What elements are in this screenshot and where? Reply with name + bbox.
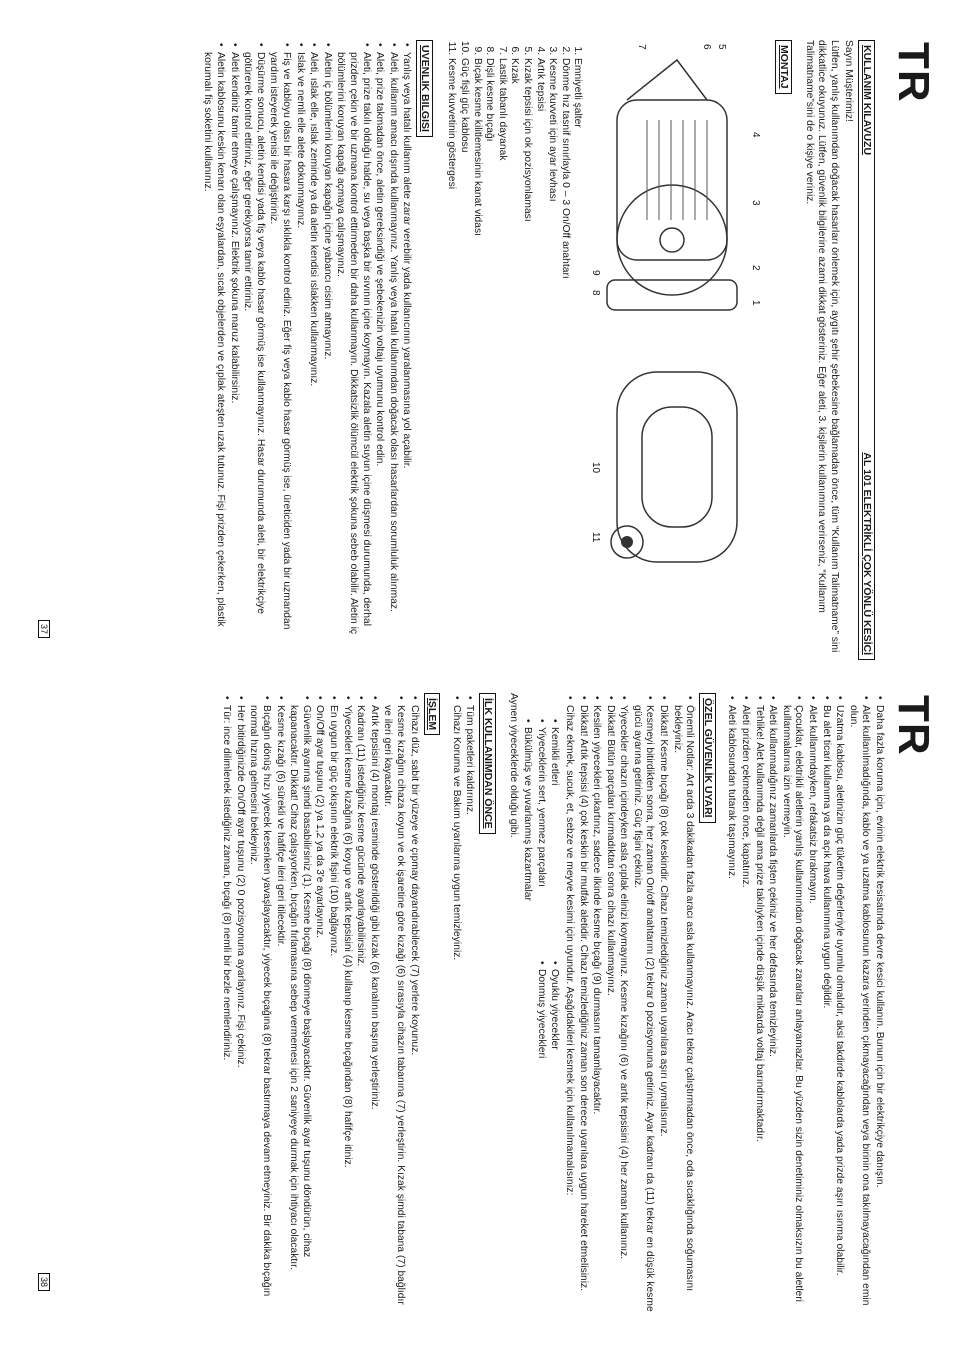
list-item: • Aletin kablosunu keskin kenarı olan eşyalardan, sıcak objelerden ve çıplak ateşten uzak tutunuz. Fişi prizden çekerken, plastik korumalı fiş soketini kullanınız.: [201, 52, 226, 660]
list-item: • Fiş ve kabloyu olası bir hasara karşı sıklıkla kontrol ediniz. Eğer fiş veya kablo hasar görmüş ise, üreticiden yada bir uzmandan yardım isteyerek yenisi ile değiştiriniz.: [267, 52, 292, 660]
manual-header-left: KULLANIM KILAVUZU: [861, 45, 873, 156]
page-number: 38: [38, 1273, 50, 1291]
list-item: • On/Off ayar tuşunu (2) ya 1,2 ya da 3'e ayarlayınız.: [313, 705, 326, 1313]
callout-1: 1: [750, 300, 762, 306]
page-number: 37: [38, 620, 50, 638]
page-38-content: [219, 693, 885, 1313]
list-item: • Yiyeceklerin sert, yenmez parçaları: [534, 719, 547, 901]
list-item: • Cihazı Koruma ve Bakım uyarılarına uygun temizleyiniz.: [449, 705, 462, 1313]
list-item: • Aleti prizden çekmeden önce, kapatınız.: [738, 705, 751, 1313]
callout-4: 4: [750, 132, 762, 138]
list-item: • Kesme kızağı (6) sürekli ve hafifçe ileri geri itilecektir.: [273, 705, 286, 1313]
callout-8: 8: [590, 290, 602, 296]
list-item: • Dikkat! Kesme bıçağı (8) çok keskindir. Cihazı temizlediğiniz zaman uyarılara aşırı uymalısınız.: [657, 705, 670, 1313]
list-item: • Daha fazla koruma için, evinin elektrik tesisatında devre kesici kullanın. Bunun için bir elektrikçiye danışın.: [872, 705, 885, 1313]
list-item: • Aletin iç bölümlerini koruyan kapağın içine yabancı cisim atmayınız.: [320, 52, 333, 660]
device-figure: [587, 40, 767, 660]
list-item: 8. Dişli kesme bıçağı: [483, 58, 496, 660]
list-item: • Aleti kablosundan tutarak taşımayınız.: [725, 705, 738, 1313]
list-item: • Cihaz ekmek, sucuk, et, sebze ve meyve kesimi için uyundur. Aşağıdakileri kesmek için kullanılmamalısınız:: [562, 705, 575, 1313]
list-item: • Artık tepsisini (4) montaj resminde gösterildiği gibi kızak (6) kanalının başına yerleştiriniz.: [367, 705, 380, 1313]
list-item: • Aleti, prize takılı olduğu halde, su veya başka bir sıvının içine koymayın. Kazala aletin suyun içine düşmesi durumunda, derhal prizden çekin ve bir uzmana kontrol ettirmeden bir daha kullanmayın. Dikkatsizlik ölümcül elektrik şokuna sebeb olabilir. Aletin iç bölümlerini koruyan kapağı açmaya çalışmayınız.: [334, 52, 372, 660]
list-item: 11. Kesme kuvvetinin göstergesi: [445, 58, 458, 660]
slicer-front-illustration: [587, 352, 767, 582]
list-item: 10. Güç fişli güç kablosu: [458, 58, 471, 660]
list-item: • Aleti, prize takmadan önce, aletin gereksindiği ve şebekenizin voltajı uyumunu kontrol edin.: [373, 52, 386, 660]
manual-header-right: AL 101 ELEKTRİKLİ ÇOK YÖNLÜ KESİCİ: [861, 452, 873, 655]
list-item: • Bıçağın dönüş hızı yiyecek kesenken yavaşlayacaktır, yiyecek bıçağına (8) tekrar bastırmaya devam etmeyiniz. Bir dakika bıçağın normal hızına gelmesini bekleyiniz.: [247, 705, 272, 1313]
callout-10: 10: [590, 462, 602, 474]
list-item: • Önemli Notlar: Art arda 3 dakikadan fazla aracı asla kullanmayınız. Aracı tekrar çalıştırmadan önce, oda sıcaklığında soğumasını bekleyiniz.: [670, 705, 695, 1313]
list-item: • Güvenlik ayarına şimdi basabilirsiniz (1). Kesme bıçağı (8) dönmeye başlayacaktır. Güvenlik ayar tuşunu döndürün, cihaz kapanacaktır. Dikkat! Cihaz çalışıyorken, bıçağın fırlamasına sebep vermemesi için 2 saniyeye durmak için ihtiyacı olacaktır.: [287, 705, 312, 1313]
list-item: • Kesmeyi bitirdikten sonra, her zaman On/off anahtarını (2) tekrar 0 pozisyonuna getiriniz. Ayar kadranı da (11) tekrar en düşük kesme gücü ayarına getiriniz. Güç fişini çekiniz.: [630, 705, 655, 1313]
slicer-side-view: [587, 40, 767, 340]
list-item: • Kesilen yiyecekleri çıkartınız, sadece ilkinde kesme bıçağı (9) durmasını tamamlayacaktır.: [590, 705, 603, 1313]
list-item: • Yiyecekler cihazın içindeyken asla çıplak elinizi koymayınız. Kesme kızağını (6) ve artık tepsisini (4) her zaman kullanınız.: [617, 705, 630, 1313]
list-item: 5. Kızak tepsisi için ok pozisyonlaması: [520, 58, 533, 660]
not-suitable-note: Aynen yiyeceklerde olduğu gibi.: [507, 693, 519, 838]
islem-title: İŞLEM: [424, 693, 441, 735]
page-37: [25, 40, 938, 660]
callout-7: 7: [636, 44, 648, 50]
ilk-list: [449, 693, 475, 1313]
slicer-front-view: [587, 352, 767, 582]
list-item: 3. Kesme kuvveti için ayar levhası: [546, 58, 559, 660]
list-item: • Alet kullanımdayken, refakatsiz bırakmayın.: [805, 705, 818, 1313]
not-suitable-list: [521, 693, 561, 1313]
list-item: 2. Dönme hız tasnif sınırlayla 0 – 3 On/Off anahtarı: [558, 58, 571, 660]
language-tag: TR: [889, 42, 938, 103]
callout-6: 6: [701, 44, 713, 50]
ilk-title: İLK KULLANIMDAN ÖNCE: [479, 693, 496, 834]
list-item: • Kadranı (11) istediğiniz kesme gücünde ayarlayabilirsiniz.: [354, 705, 367, 1313]
list-item: 9. Bıçak kesme kilitlemesinin kanat vidası: [470, 58, 483, 660]
callout-11: 11: [590, 532, 602, 543]
list-item: • Çocuklar, elektrikli aletlerin yanlış kullanımından doğacak zararları anlayamazlar. Bu yüzden sizin denetiminiz olmaksızın bu aletleri kullanmalarına izin vermeyin.: [779, 705, 804, 1313]
callout-3: 3: [750, 200, 762, 206]
list-item: • Aleti, ıslak elle, ıslak zeminde ya da aletin kendisi ıslakken kullanmayınız.: [307, 52, 320, 660]
guvenlik-list: [201, 40, 413, 660]
page-38: [25, 693, 938, 1313]
list-item: • Dikkat! Artık tepsisi (4) çok keskin bir mutfak aletidir. Cihazı temizlediğiniz zaman son derece uyarılara uygun hareket etmelisiniz.: [576, 705, 589, 1313]
greeting: Sayın Müşterimiz!: [843, 40, 855, 122]
list-item: • Dikkat! Bütün parçaları kurmadıktan sonra cihazı kullanmayınız.: [603, 705, 616, 1313]
list-item: 1. Emniyetli şalter: [571, 58, 584, 660]
list-item: • Islak ve nemli elle alete dokunmayınız.: [293, 52, 306, 660]
montaj-title: MONTAJ: [775, 40, 792, 94]
guvenlik-title: UVENLIK BILGISI: [416, 40, 433, 137]
callout-5: 5: [716, 44, 728, 50]
callout-9: 9: [590, 270, 602, 276]
list-item: • Tüm paketleri kaldırınız.: [463, 705, 476, 1313]
not-suitable-right: [521, 961, 561, 1058]
safety-continued-list: [725, 693, 885, 1313]
list-item: • Yiyecekleri kesme kızağına (6) koyup ve artık tepsisini (4) kullanıp kesme bıçağından (8) hafifçe itiniz.: [340, 705, 353, 1313]
list-item: • Yanlış veya hatalı kullanım alete zarar verebilir yada kullanıcının yaralanmasına yol açabilir.: [400, 52, 413, 660]
ozel-title: ÖZEL GÜVENLİK UYARI: [699, 693, 716, 823]
page-37-content: [200, 40, 881, 660]
list-item: • Aleti kendiniz tamir etmeye çalışmayınız. Elektrik şokuna maruz kalabilirsiniz.: [227, 52, 240, 660]
list-item: • Kesme kızağını cihaza koyun ve ok işaretine göre kızağı (6) sırasıyla cihazın tabanına (7) yerleştirin. Kızak şimdi tabana (7) bağlıdır ve ileri geri kayacaktır.: [381, 705, 406, 1313]
list-item: • Alet kullanılmadığında, kablo ve ya uzatma kablosunun kazara yerinden çıkmayacağından veya birinin ona takılmayacağından emin olun.: [846, 705, 871, 1313]
language-tag: TR: [889, 695, 938, 756]
list-item: • Tehlike! Alet kullanımda değil ama prize takılıyken içinde düşük miktarda voltaj barındırmaktadır.: [752, 705, 765, 1313]
list-item: • Her bitirdiğinizde On/Off ayar tuşunu (2) 0 pozisyonuna ayarlayınız. Fişi çekiniz.: [233, 705, 246, 1313]
callout-2: 2: [750, 265, 762, 271]
parts-list: [445, 40, 584, 660]
list-item: • Donmuş yiyecekleri: [534, 961, 547, 1058]
list-item: • Aleti kullanmadığınız zamanlarda fişten çekiniz ve her defasında temizleyiniz.: [766, 705, 779, 1313]
list-item: 7. Lastik tabanlı dayanak: [495, 58, 508, 660]
list-item: 4. Artık tepsisi: [533, 58, 546, 660]
ozel-list: [562, 693, 695, 1313]
manual-header: [858, 40, 875, 660]
islem-list: [220, 693, 420, 1313]
list-item: • Oyuklu yiyecekler: [548, 961, 561, 1058]
list-item: • Kemikli etleri: [548, 719, 561, 901]
intro-text: Lütfen, yanlış kullanımdan doğacak hasarları önlemek için, aygıtı şehir şebekesine bağlamadan önce, tüm “Kullanım Talimatname” sini dikkatlice okuyunuz. Lütfen, güvenlik bilgilerine azami dikkat gösteriniz. Eğer aleti, 3. kişilerin kullanımına verirseniz, “Kullanım Talimatname”sini de o kişiye veriniz.: [803, 40, 840, 653]
list-item: • Düşürme sonucu, aletin kendisi yada fiş veya kablo hasar görmüş ise kullanmayınız. Hasar durumunda aleti, bir elektrikçiye götürerek kontrol ettiriniz, eğer gerekiyorsa tamir ettiriniz.: [241, 52, 266, 660]
list-item: • Bükülmüş ve yuvarlanmış kazartmalar: [521, 719, 534, 901]
list-item: • Cihazı düz, sabit bir yüzeye ve çıpmay dayandırabilecek (7) yerlere koyunuz.: [407, 705, 420, 1313]
list-item: • Tür: ince dilimlenek istediğiniz zaman, bıçağı (8) nemli bir bezle nemlendiriniz.: [220, 705, 233, 1313]
list-item: • Uzatma kablosu, aletinizin güç tüketim değerleriyle uyumlu olmalıdır, aksi takdirde kablolarda yada prizde aşırı ısınma olabilir.: [833, 705, 846, 1313]
list-item: 6. Kızak: [508, 58, 521, 660]
list-item: • Bu alet ticari kullanıma ya da açık hava kullanımına uygun değildir.: [819, 705, 832, 1313]
not-suitable-left: [521, 719, 561, 901]
list-item: • Aleti, kullanım amacı dışında kullanmayınız. Yanlış veya hatalı kullanımdan doğacak olası hasarlardan sorumluluk alınmaz.: [386, 52, 399, 660]
slicer-side-illustration: [587, 40, 767, 340]
list-item: • En uygun bir güç çıkışının elektrik fişini (10) bağlayınız.: [326, 705, 339, 1313]
